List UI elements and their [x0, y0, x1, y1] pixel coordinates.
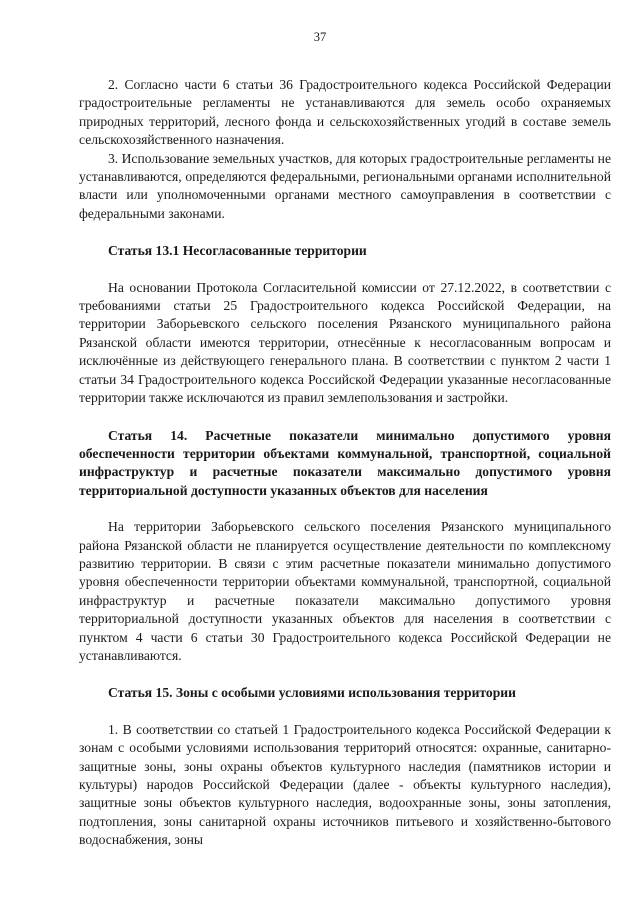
paragraph-article-14: На территории Заборьевского сельского поселения Рязанского муниципального района Рязанской области не планируется осуществление деятельности по комплексному развитию территории. В связи с этим расчетные показатели минимально допустимого уровня обеспеченности территории объектами коммунальной, транспортной, социальной инфраструктур и расчетные показатели максимально допустимого уровня территориальной доступности указанных объектов для населения в соответствии с пунктом 4 части 6 статьи 30 Градостроительного кодекса Российской Федерации не устанавливаются. — [79, 519, 611, 663]
heading-article-13-1: Статья 13.1 Несогласованные территории — [108, 243, 367, 259]
paragraph-article-15-clause-1: 1. В соответствии со статьей 1 Градостроительного кодекса Российской Федерации к зонам с особыми условиями использования территорий относятся: охранные, санитарно-защитные зоны, зоны охраны объектов культурного наследия (памятников истории и культуры) народов Российской Федерации (далее - объекты культурного наследия), защитные зоны объектов культурного наследия, водоохранные зоны, зоны затопления, подтопления, зоны санитарной охраны источников питьевого и хозяйственно-бытового водоснабжения, зоны — [79, 721, 611, 848]
heading-article-14: Статья 14. Расчетные показатели минимально допустимого уровня обеспеченности территории объектами коммунальной, транспортной, социальной инфраструктур и расчетные показатели максимально допустимого уровня территориальной доступности указанных объектов для населения — [79, 427, 611, 498]
page-body — [79, 76, 611, 850]
heading-article-15: Статья 15. Зоны с особыми условиями использования территории — [108, 685, 516, 701]
page-number: 37 — [313, 30, 327, 44]
paragraph-clause-2: 2. Согласно части 6 статьи 36 Градостроительного кодекса Российской Федерации градостроительные регламенты не устанавливаются для земель особо охраняемых природных территорий, лесного фонда и сельскохозяйственных угодий в составе земель сельскохозяйственного назначения. — [79, 77, 611, 148]
paragraph-article-13-1: На основании Протокола Согласительной комиссии от 27.12.2022, в соответствии с требованиями статьи 25 Градостроительного кодекса Российской Федерации, на территории Заборьевского сельского поселения Рязанского муниципального района Рязанской области имеются территории, отнесённые к несогласованным вопросам и исключённые из действующего генерального плана. В соответствии с пунктом 2 части 1 статьи 34 Градостроительного кодекса Российской Федерации указанные несогласованные территории также исключаются из правил землепользования и застройки. — [79, 279, 611, 406]
paragraph-clause-3: 3. Использование земельных участков, для которых градостроительные регламенты не устанавливаются, определяются федеральными, региональными органами исполнительной власти или уполномоченными органами местного самоуправления в соответствии с федеральными законами. — [79, 150, 611, 221]
